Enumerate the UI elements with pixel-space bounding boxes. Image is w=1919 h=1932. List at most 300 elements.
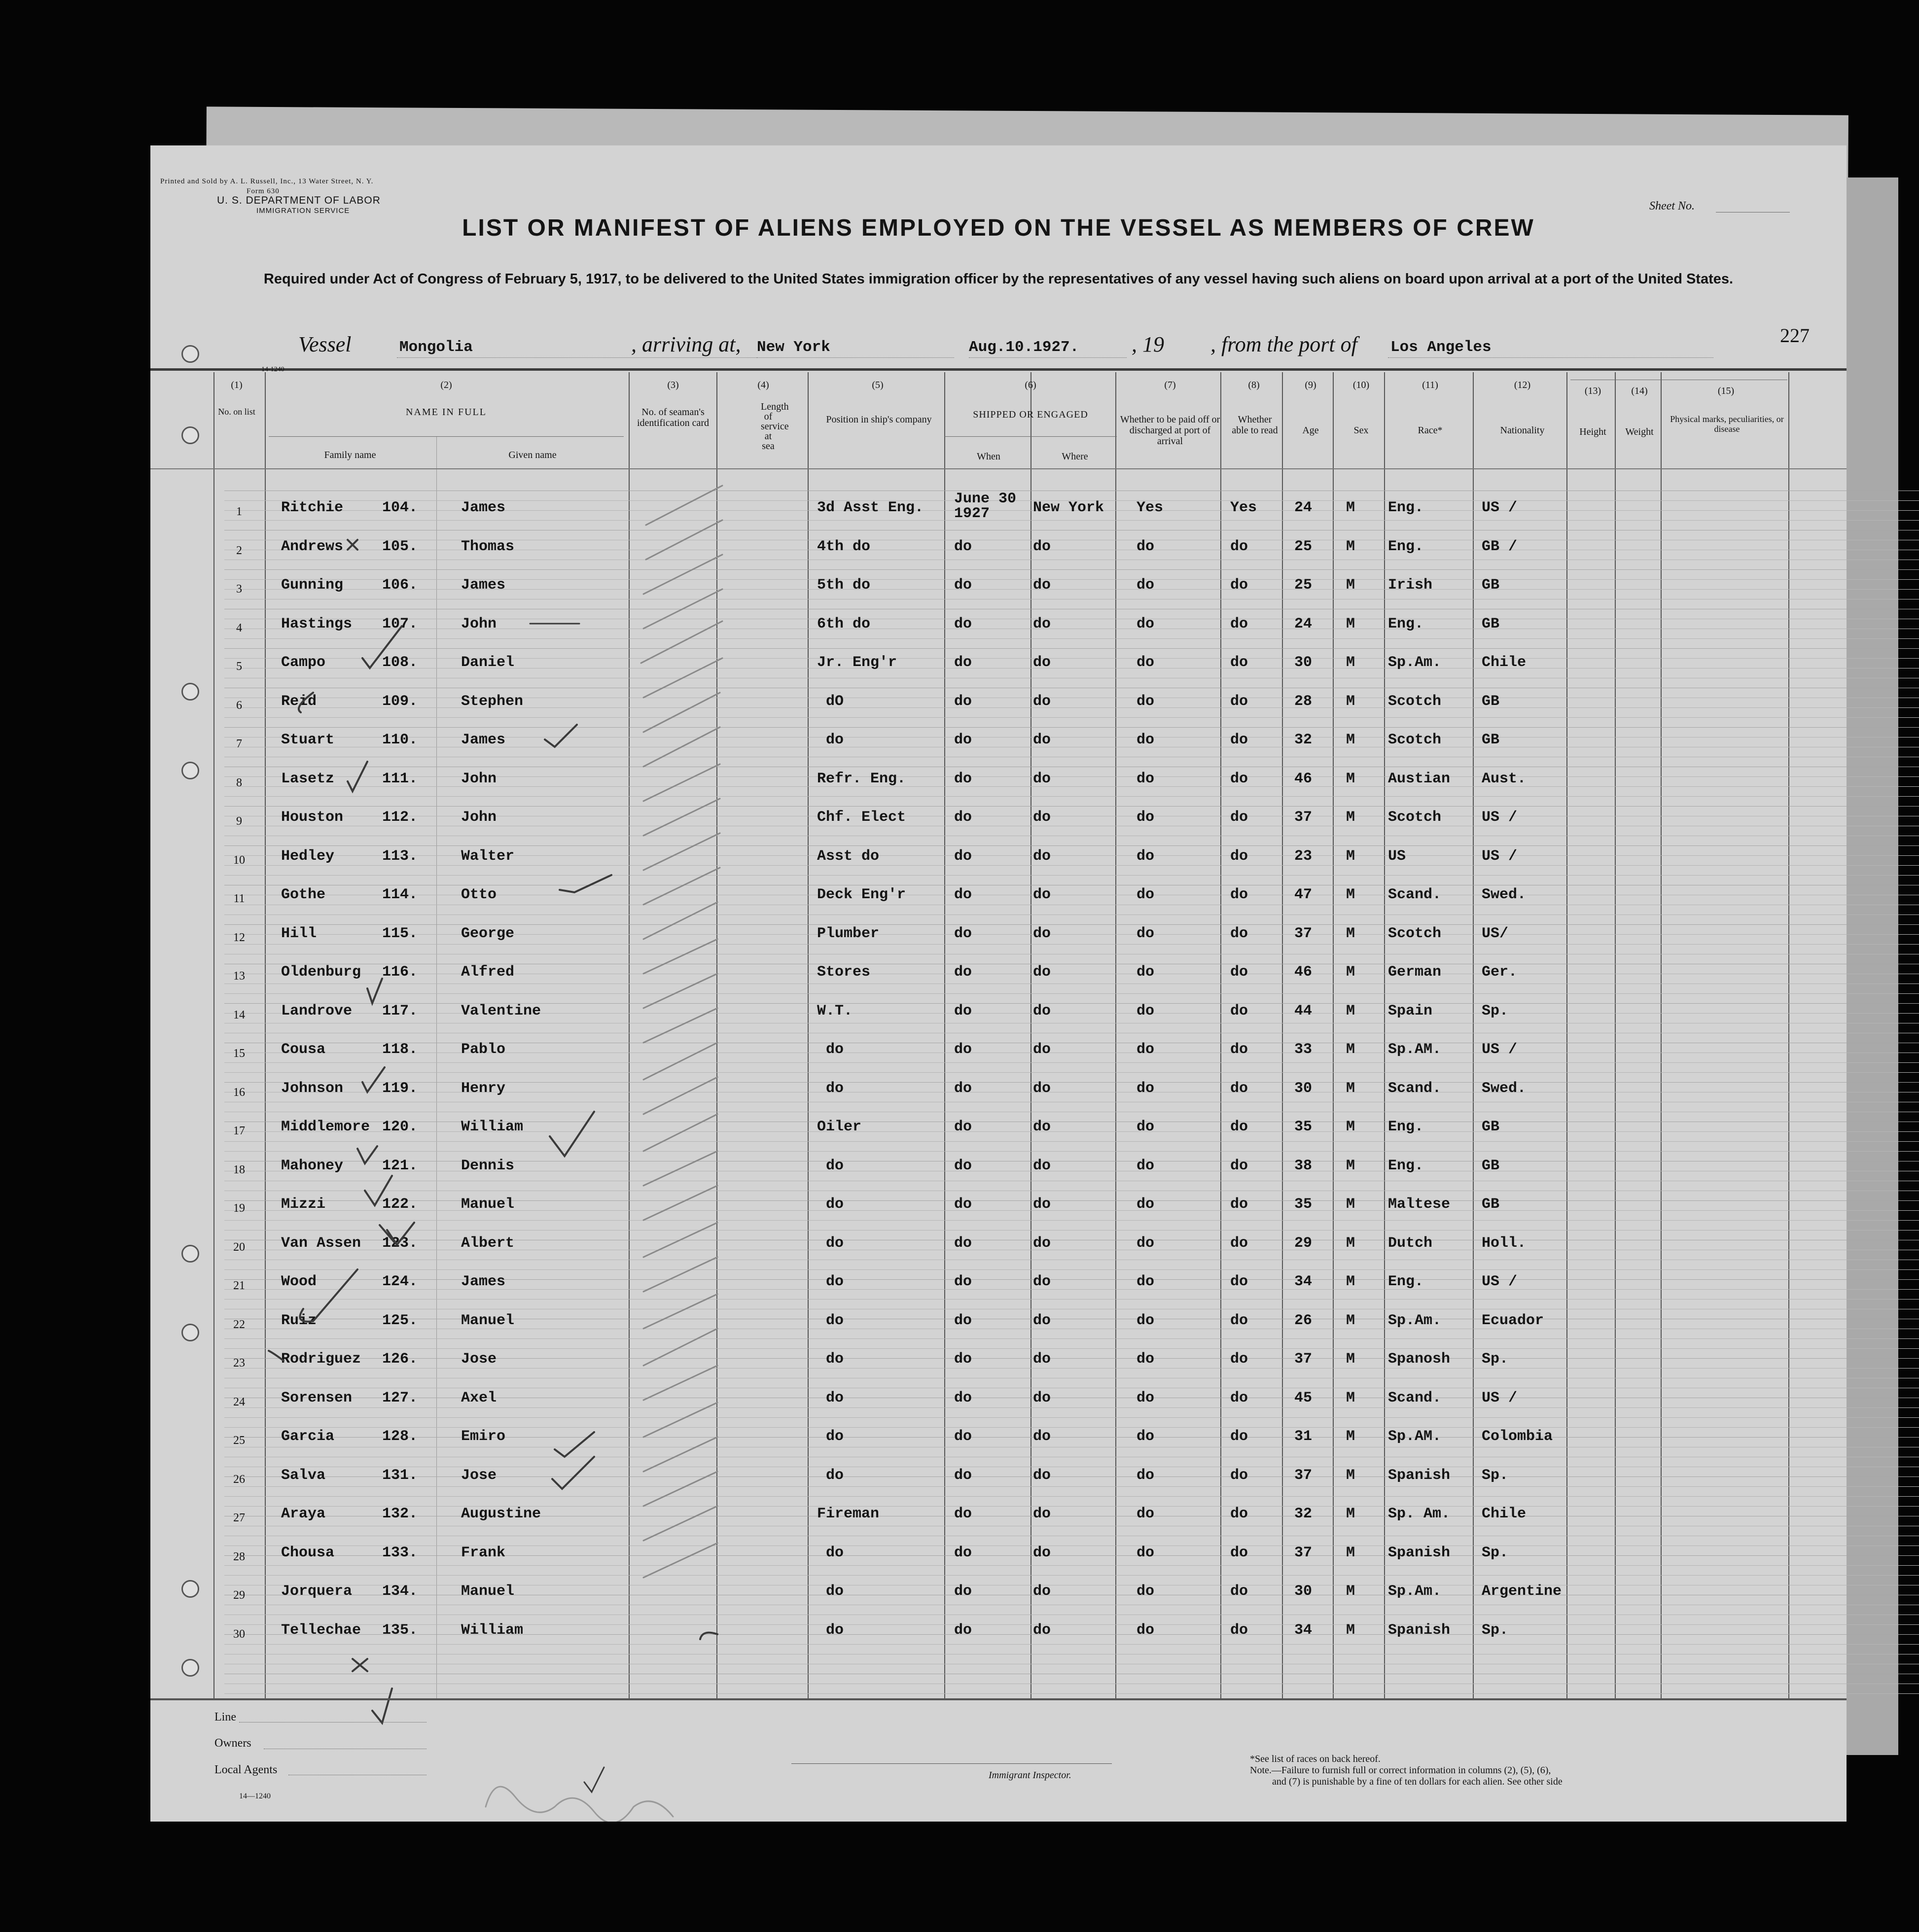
cell-no: 11	[233, 892, 245, 905]
cell-paid: do	[1137, 654, 1155, 671]
col12-number: (12)	[1514, 380, 1531, 390]
col4-label: Length of service at sea	[761, 401, 789, 452]
cell-family: Araya	[281, 1506, 326, 1522]
cell-age: 38	[1294, 1157, 1313, 1174]
cell-read: do	[1230, 964, 1248, 981]
cell-read: do	[1230, 732, 1248, 748]
cell-family: Salva	[281, 1467, 326, 1484]
cell-when: do	[954, 925, 972, 942]
cell-family: Gothe	[281, 886, 326, 903]
cell-paid: do	[1137, 1273, 1155, 1290]
cell-race: Scand.	[1388, 886, 1442, 903]
cell-no: 14	[233, 1008, 245, 1021]
service-label: IMMIGRATION SERVICE	[256, 207, 350, 215]
cell-paid: do	[1137, 1041, 1155, 1058]
col7-label: Whether to be paid off or discharged at port of arrival	[1120, 414, 1220, 447]
cell-read: do	[1230, 1312, 1248, 1329]
cell-read: do	[1230, 1506, 1248, 1522]
form-code-bottom: 14—1240	[239, 1792, 271, 1800]
cell-sex: M	[1346, 847, 1355, 865]
cell-card: 118.	[382, 1041, 418, 1058]
cell-read: do	[1230, 615, 1248, 632]
cell-family: Sorensen	[281, 1389, 353, 1406]
cell-card: 117.	[382, 1002, 418, 1019]
cell-position: Oiler	[817, 1119, 862, 1135]
col1-number: (1)	[231, 380, 243, 390]
cell-position: Asst do	[817, 847, 880, 865]
cell-card: 115.	[382, 925, 418, 942]
col8-number: (8)	[1248, 380, 1260, 390]
cell-position: Fireman	[817, 1506, 880, 1522]
col15-number: (15)	[1717, 386, 1735, 396]
cell-age: 34	[1294, 1273, 1313, 1290]
cell-race: Maltese	[1388, 1196, 1451, 1213]
cell-paid: do	[1137, 1157, 1155, 1174]
cell-age: 23	[1294, 847, 1313, 865]
inspector-signature-line	[791, 1763, 1112, 1764]
family-name-header: Family name	[324, 450, 376, 460]
cell-nat: Chile	[1482, 654, 1527, 671]
cell-sex: M	[1346, 693, 1355, 710]
cell-given: Pablo	[461, 1041, 506, 1058]
punch-hole	[181, 345, 199, 363]
col2-label: NAME IN FULL	[406, 407, 487, 418]
cell-race: US	[1388, 847, 1406, 865]
cell-paid: do	[1137, 847, 1155, 865]
cell-no: 2	[236, 544, 242, 557]
cell-nat: Holl.	[1482, 1234, 1527, 1252]
cell-where: New York	[1033, 499, 1104, 516]
cell-read: do	[1230, 1041, 1248, 1058]
table-bottom-rule	[150, 1698, 1847, 1700]
cell-paid: Yes	[1137, 499, 1164, 516]
cell-where: do	[1033, 1312, 1051, 1329]
cell-sex: M	[1346, 1119, 1355, 1135]
cell-nat: GB	[1482, 615, 1500, 632]
cell-position: do	[817, 1583, 844, 1600]
cell-family: Gunning	[281, 577, 344, 594]
cell-paid: do	[1137, 1506, 1155, 1522]
cell-family: Wood	[281, 1273, 317, 1290]
cell-given: Otto	[461, 886, 497, 903]
race-note: *See list of races on back hereof.	[1250, 1754, 1381, 1764]
cell-paid: do	[1137, 538, 1155, 555]
cell-card: 127.	[382, 1389, 418, 1406]
cell-family: Hastings	[281, 615, 353, 632]
cell-given: William	[461, 1119, 524, 1135]
cell-paid: do	[1137, 1467, 1155, 1484]
cell-sex: M	[1346, 1312, 1355, 1329]
cell-read: do	[1230, 1119, 1248, 1135]
cell-nat: Chile	[1482, 1506, 1527, 1522]
cell-card: 104.	[382, 499, 418, 516]
cell-when: do	[954, 847, 972, 865]
cell-where: do	[1033, 1119, 1051, 1135]
cell-race: Scand.	[1388, 1389, 1442, 1406]
cell-nat: US /	[1482, 1041, 1518, 1058]
cell-nat: GB	[1482, 732, 1500, 748]
cell-where: do	[1033, 1234, 1051, 1252]
cell-race: Sp.Am.	[1388, 654, 1442, 671]
cell-card: 131.	[382, 1467, 418, 1484]
cell-age: 30	[1294, 1080, 1313, 1097]
cell-family: Garcia	[281, 1428, 335, 1445]
cell-sex: M	[1346, 615, 1355, 632]
cell-given: John	[461, 770, 497, 787]
punch-hole	[181, 683, 199, 701]
cell-card: 133.	[382, 1544, 418, 1561]
cell-card: 111.	[382, 770, 418, 787]
col7-number: (7)	[1164, 380, 1176, 390]
col14-number: (14)	[1631, 386, 1648, 396]
punch-hole	[181, 1324, 199, 1341]
cell-card: 105.	[382, 538, 418, 555]
cell-card: 124.	[382, 1273, 418, 1290]
cell-no: 4	[236, 621, 242, 634]
cell-sex: M	[1346, 1583, 1355, 1600]
cell-where: do	[1033, 847, 1051, 865]
form-number: Form 630	[247, 187, 280, 195]
cell-family: Oldenburg	[281, 964, 361, 981]
cell-position: do	[817, 1544, 844, 1561]
cell-card: 107.	[382, 615, 418, 632]
cell-read: do	[1230, 1583, 1248, 1600]
cell-read: do	[1230, 1234, 1248, 1252]
cell-position: 3d Asst Eng.	[817, 499, 924, 516]
cell-paid: do	[1137, 693, 1155, 710]
owners-label: Owners	[214, 1737, 251, 1750]
cell-where: do	[1033, 964, 1051, 981]
cell-race: Eng.	[1388, 1157, 1424, 1174]
cell-where: do	[1033, 1080, 1051, 1097]
cell-no: 8	[236, 776, 242, 789]
cell-family: Middlemore	[281, 1119, 370, 1135]
inspector-label: Immigrant Inspector.	[989, 1770, 1071, 1781]
cell-no: 18	[233, 1163, 245, 1176]
cell-given: Augustine	[461, 1506, 541, 1522]
cell-when: do	[954, 732, 972, 748]
cell-where: do	[1033, 1583, 1051, 1600]
from-port: Los Angeles	[1390, 339, 1492, 356]
cell-paid: do	[1137, 964, 1155, 981]
cell-sex: M	[1346, 1467, 1355, 1484]
cell-paid: do	[1137, 925, 1155, 942]
cell-where: do	[1033, 1351, 1051, 1368]
cell-family: Houston	[281, 809, 344, 826]
local-agents-label: Local Agents	[214, 1763, 278, 1776]
cell-age: 24	[1294, 499, 1313, 516]
cell-no: 7	[236, 738, 242, 750]
cell-when: do	[954, 1544, 972, 1561]
cell-no: 20	[233, 1240, 245, 1254]
when-header: When	[977, 451, 1000, 462]
cell-race: Sp.AM.	[1388, 1428, 1442, 1445]
cell-position: do	[817, 1157, 844, 1174]
col5-label: Position in ship's company	[826, 414, 932, 425]
cell-no: 17	[233, 1124, 245, 1137]
cell-read: do	[1230, 1544, 1248, 1561]
cell-no: 10	[233, 853, 245, 867]
cell-sex: M	[1346, 1196, 1355, 1213]
penalty-note-1: Note.—Failure to furnish full or correct information in columns (2), (5), (6),	[1250, 1765, 1551, 1776]
cell-read: do	[1230, 577, 1248, 594]
cell-no: 24	[233, 1395, 245, 1408]
cell-paid: do	[1137, 1119, 1155, 1135]
cell-no: 27	[233, 1511, 245, 1524]
cell-when: do	[954, 1041, 972, 1058]
cell-when: do	[954, 1312, 972, 1329]
cell-position: Jr. Eng'r	[817, 654, 897, 671]
cell-when: do	[954, 886, 972, 903]
col9-label: Age	[1302, 425, 1319, 436]
cell-position: Deck Eng'r	[817, 886, 906, 903]
cell-age: 25	[1294, 577, 1313, 594]
cell-card: 116.	[382, 964, 418, 981]
cell-sex: M	[1346, 809, 1355, 826]
cell-read: do	[1230, 770, 1248, 787]
page-subtitle: Required under Act of Congress of February 5, 1917, to be delivered to the United States immigration officer by the representatives of any vessel having such aliens on board upon arrival at a port of the United States.	[263, 271, 1734, 287]
cell-when: do	[954, 770, 972, 787]
cell-sex: M	[1346, 1041, 1355, 1058]
cell-paid: do	[1137, 1544, 1155, 1561]
cell-position: do	[817, 1389, 844, 1406]
cell-age: 30	[1294, 1583, 1313, 1600]
cell-sex: M	[1346, 1351, 1355, 1368]
cell-age: 35	[1294, 1119, 1313, 1135]
cell-race: Sp.AM.	[1388, 1041, 1442, 1058]
cell-when: do	[954, 1234, 972, 1252]
cell-card: 123.	[382, 1234, 418, 1252]
cell-race: Spanish	[1388, 1544, 1451, 1561]
cell-family: Ritchie	[281, 499, 344, 516]
cell-where: do	[1033, 1544, 1051, 1561]
cell-when: do	[954, 1467, 972, 1484]
cell-when: do	[954, 654, 972, 671]
col11-label: Race*	[1418, 425, 1443, 436]
cell-sex: M	[1346, 1506, 1355, 1522]
cell-card: 125.	[382, 1312, 418, 1329]
cell-sex: M	[1346, 1080, 1355, 1097]
cell-sex: M	[1346, 732, 1355, 748]
cell-no: 21	[233, 1279, 245, 1292]
cell-when: do	[954, 1389, 972, 1406]
col15-label: Physical marks, peculiarities, or disease	[1670, 414, 1784, 434]
cell-when: do	[954, 577, 972, 594]
cell-nat: Swed.	[1482, 1080, 1527, 1097]
cell-position: do	[817, 1080, 844, 1097]
punch-hole	[181, 1245, 199, 1263]
cell-race: Irish	[1388, 577, 1433, 594]
cell-age: 26	[1294, 1312, 1313, 1329]
cell-sex: M	[1346, 1428, 1355, 1445]
cell-race: German	[1388, 964, 1442, 981]
col3-number: (3)	[667, 380, 679, 390]
cell-sex: M	[1346, 770, 1355, 787]
cell-no: 26	[233, 1473, 245, 1486]
cell-read: do	[1230, 925, 1248, 942]
cell-paid: do	[1137, 809, 1155, 826]
page-title: LIST OR MANIFEST OF ALIENS EMPLOYED ON THE VESSEL AS MEMBERS OF CREW	[462, 215, 1535, 241]
form-code-top: 14-1240	[261, 366, 284, 373]
cell-where: do	[1033, 1273, 1051, 1290]
cell-age: 46	[1294, 770, 1313, 787]
cell-family: Hedley	[281, 847, 335, 865]
cell-nat: Colombia	[1482, 1428, 1553, 1445]
cell-age: 37	[1294, 1351, 1313, 1368]
cell-nat: GB	[1482, 577, 1500, 594]
cell-race: Spanish	[1388, 1621, 1451, 1639]
cell-position: W.T.	[817, 1002, 853, 1019]
cell-age: 30	[1294, 654, 1313, 671]
cell-nat: US/	[1482, 925, 1509, 942]
cell-nat: Sp.	[1482, 1621, 1509, 1639]
cell-read: do	[1230, 1467, 1248, 1484]
cell-family: Johnson	[281, 1080, 344, 1097]
cell-position: do	[817, 1428, 844, 1445]
cell-race: Austian	[1388, 770, 1451, 787]
cell-given: Jose	[461, 1467, 497, 1484]
cell-age: 34	[1294, 1621, 1313, 1639]
cell-paid: do	[1137, 1428, 1155, 1445]
cell-no: 25	[233, 1434, 245, 1447]
cell-no: 15	[233, 1047, 245, 1060]
col13-number: (13)	[1584, 386, 1601, 396]
cell-read: do	[1230, 1002, 1248, 1019]
printer-line: Printed and Sold by A. L. Russell, Inc., 13 Water Street, N. Y.	[160, 177, 374, 185]
cell-given: Jose	[461, 1351, 497, 1368]
cell-family: Mahoney	[281, 1157, 344, 1174]
cell-read: do	[1230, 693, 1248, 710]
cell-nat: US /	[1482, 809, 1518, 826]
col3-label: No. of seaman's identification card	[637, 407, 710, 428]
cell-given: James	[461, 577, 506, 594]
cell-position: 4th do	[817, 538, 871, 555]
cell-when: do	[954, 1002, 972, 1019]
cell-nat: Ger.	[1482, 964, 1518, 981]
cell-when: do	[954, 964, 972, 981]
cell-position: do	[817, 1351, 844, 1368]
cell-age: 44	[1294, 1002, 1313, 1019]
col1-label: No. on list	[218, 407, 255, 417]
cell-read: do	[1230, 1621, 1248, 1639]
cell-card: 119.	[382, 1080, 418, 1097]
cell-family: Ruiz	[281, 1312, 317, 1329]
cell-age: 32	[1294, 1506, 1313, 1522]
cell-family: Campo	[281, 654, 326, 671]
cell-position: dO	[817, 693, 844, 710]
cell-age: 31	[1294, 1428, 1313, 1445]
cell-given: Frank	[461, 1544, 506, 1561]
cell-when: do	[954, 693, 972, 710]
cell-nat: Sp.	[1482, 1002, 1509, 1019]
cell-age: 37	[1294, 925, 1313, 942]
col5-number: (5)	[872, 380, 884, 390]
cell-position: do	[817, 1312, 844, 1329]
cell-when: June 30 1927	[954, 491, 1017, 522]
cell-sex: M	[1346, 538, 1355, 555]
cell-given: Daniel	[461, 654, 515, 671]
cell-race: Scotch	[1388, 925, 1442, 942]
cell-sex: M	[1346, 1544, 1355, 1561]
cell-read: do	[1230, 847, 1248, 865]
cell-when: do	[954, 1351, 972, 1368]
cell-no: 5	[236, 660, 242, 673]
cell-where: do	[1033, 809, 1051, 826]
cell-where: do	[1033, 925, 1051, 942]
cell-race: Scand.	[1388, 1080, 1442, 1097]
cell-where: do	[1033, 886, 1051, 903]
col9-number: (9)	[1305, 380, 1316, 390]
cell-when: do	[954, 538, 972, 555]
cell-age: 32	[1294, 732, 1313, 748]
cell-family: Van Assen	[281, 1234, 361, 1252]
cell-sex: M	[1346, 1157, 1355, 1174]
punch-hole	[181, 762, 199, 779]
cell-sex: M	[1346, 1273, 1355, 1290]
cell-when: do	[954, 1273, 972, 1290]
col2-number: (2)	[440, 380, 452, 390]
col11-number: (11)	[1422, 380, 1438, 390]
cell-card: 126.	[382, 1351, 418, 1368]
cell-race: Dutch	[1388, 1234, 1433, 1252]
cell-when: do	[954, 1506, 972, 1522]
cell-when: do	[954, 1080, 972, 1097]
cell-no: 19	[233, 1202, 245, 1215]
cell-nat: Sp.	[1482, 1544, 1509, 1561]
cell-given: Emiro	[461, 1428, 506, 1445]
year-label: , 19	[1132, 332, 1164, 356]
cell-where: do	[1033, 1428, 1051, 1445]
cell-position: 5th do	[817, 577, 871, 594]
cell-given: Stephen	[461, 693, 524, 710]
cell-nat: Ecuador	[1482, 1312, 1544, 1329]
cell-race: Sp.Am.	[1388, 1312, 1442, 1329]
cell-no: 12	[233, 931, 245, 944]
cell-race: Eng.	[1388, 1273, 1424, 1290]
col13-label: Height	[1579, 426, 1606, 437]
cell-no: 1	[236, 505, 242, 518]
cell-sex: M	[1346, 886, 1355, 903]
col6-number: (6)	[1025, 380, 1036, 390]
cell-age: 33	[1294, 1041, 1313, 1058]
cell-position: do	[817, 1467, 844, 1484]
cell-where: do	[1033, 1041, 1051, 1058]
cell-card: 132.	[382, 1506, 418, 1522]
cell-where: do	[1033, 1621, 1051, 1639]
cell-no: 23	[233, 1357, 245, 1370]
cell-when: do	[954, 1157, 972, 1174]
cell-read: Yes	[1230, 499, 1257, 516]
cell-position: Chf. Elect	[817, 809, 906, 826]
from-port-label: , from the port of	[1210, 332, 1357, 356]
cell-read: do	[1230, 1157, 1248, 1174]
cell-position: Refr. Eng.	[817, 770, 906, 787]
cell-family: Jorquera	[281, 1583, 353, 1600]
cell-race: Scotch	[1388, 732, 1442, 748]
cell-card: 113.	[382, 847, 418, 865]
cell-given: John	[461, 809, 497, 826]
cell-when: do	[954, 1119, 972, 1135]
cell-age: 37	[1294, 1467, 1313, 1484]
cell-paid: do	[1137, 1583, 1155, 1600]
cell-no: 9	[236, 815, 242, 828]
col8-label: Whether able to read	[1232, 414, 1278, 436]
cell-given: Walter	[461, 847, 515, 865]
cell-age: 28	[1294, 693, 1313, 710]
cell-where: do	[1033, 693, 1051, 710]
cell-paid: do	[1137, 615, 1155, 632]
cell-no: 16	[233, 1086, 245, 1099]
